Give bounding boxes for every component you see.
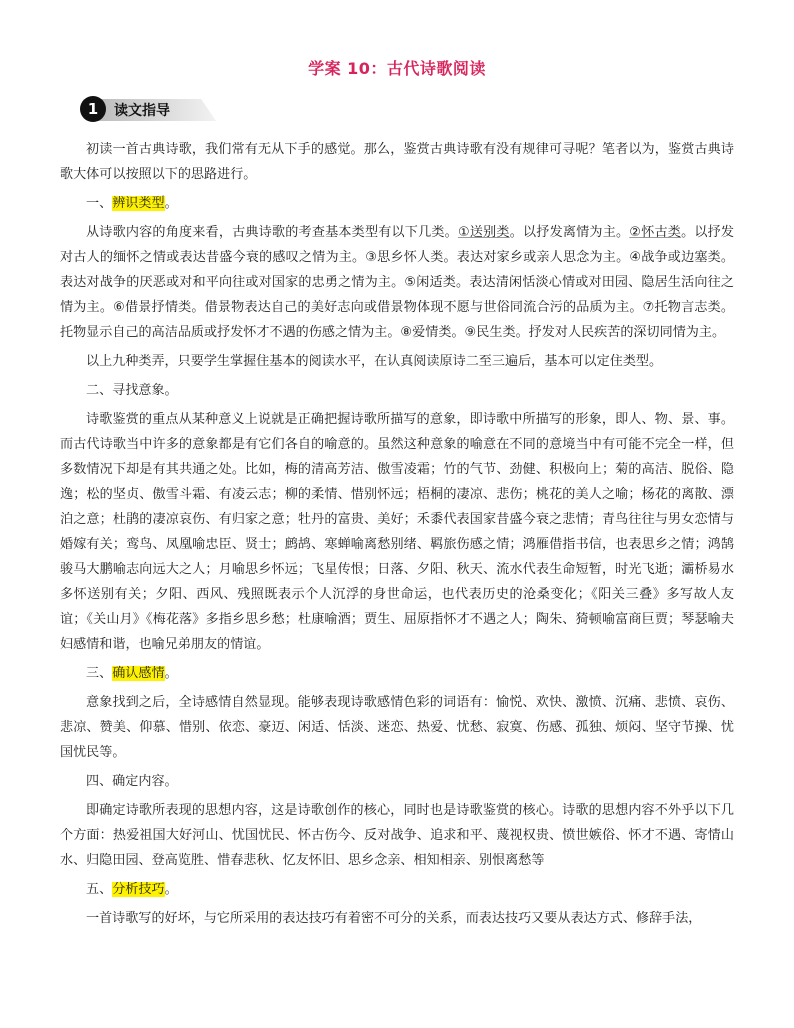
section-number: 1 xyxy=(80,96,106,122)
emotion-paragraph: 意象找到之后，全诗感情自然显现。能够表现诗歌感情色彩的词语有：愉悦、欢快、激愤、沉痛、悲愤、哀伤、悲凉、赞美、仰慕、惜别、依恋、豪迈、闲适、恬淡、迷恋、热爱、忧愁、寂寞、伤感、孤独、烦闷、坚守节操、忧国忧民等。 xyxy=(60,695,734,760)
highlight-text: 辨识类型 xyxy=(112,196,165,211)
heading-prefix: 一、 xyxy=(86,196,113,211)
heading-identify-type xyxy=(60,191,734,216)
technique-paragraph: 一首诗歌写的好坏，与它所采用的表达技巧有着密不可分的关系，而表达技巧又要从表达方式、修辞手法， xyxy=(86,911,702,926)
type-farewell: ①送别类 xyxy=(457,225,510,240)
heading-suffix: 。 xyxy=(164,882,178,897)
highlight-text: 确认感情 xyxy=(112,666,165,681)
highlight-text: 分析技巧 xyxy=(112,882,165,897)
heading-find-imagery: 二、寻找意象。 xyxy=(86,383,178,398)
content-paragraph: 即确定诗歌所表现的思想内容，这是诗歌创作的核心，同时也是诗歌鉴赏的核心。诗歌的思想内容不外乎以下几个方面：热爱祖国大好河山、忧国忧民、怀古伤今、反对战争、追求和平、蔑视权贵、愤世嫉俗、怀才不遇、寄情山水、归隐田园、登高览胜、惜春悲秋、忆友怀旧、思乡念亲、相知相亲、别恨离愁等 xyxy=(60,803,734,868)
type-nostalgia: ②怀古类 xyxy=(629,225,682,240)
heading-prefix: 三、 xyxy=(86,666,113,681)
heading-suffix: 。 xyxy=(164,666,178,681)
heading-analyze-technique xyxy=(60,877,734,902)
types-summary-paragraph: 以上九种类弄，只要学生掌握住基本的阅读水平，在认真阅读原诗二至三遍后，基本可以定住类型。 xyxy=(86,354,663,369)
article-body xyxy=(60,133,734,931)
heading-prefix: 五、 xyxy=(86,882,113,897)
heading-suffix: 。 xyxy=(164,196,178,211)
section-banner xyxy=(80,96,216,124)
heading-confirm-emotion xyxy=(60,661,734,686)
page-title: 学案 10：古代诗歌阅读 xyxy=(308,59,486,78)
types-farewell-desc: 。以抒发离情为主。 xyxy=(509,225,630,240)
heading-determine-content: 四、确定内容。 xyxy=(86,774,178,789)
intro-paragraph: 初读一首古典诗歌，我们常有无从下手的感觉。那么，鉴赏古典诗歌有没有规律可寻呢？笔者以为，鉴赏古典诗歌大体可以按照以下的思路进行。 xyxy=(60,142,734,182)
types-paragraph xyxy=(60,220,734,345)
types-lead: 从诗歌内容的角度来看，古典诗歌的考查基本类型有以下几类。 xyxy=(86,225,458,240)
section-label: 读文指导 xyxy=(114,103,170,119)
types-rest: 。以抒发对古人的缅怀之情或表达昔盛今衰的感叹之情为主。③思乡怀人类。表达对家乡或亲人思念为主。④战争或边塞类。表达对战争的厌恶或对和平向往或对国家的忠勇之情为主。⑤闲适类。表达清闲恬淡心情或对田园、隐居生活向往之情为主。⑥借景抒情类。借景物表达自己的美好志向或借景物体现不愿与世俗同流合污的品质为主。⑦托物言志类。托物显示自己的高洁品质或抒发怀才不遇的伤感之情为主。⑧爱情类。⑨民生类。抒发对人民疾苦的深切同情为主。 xyxy=(60,225,735,340)
imagery-paragraph: 诗歌鉴赏的重点从某种意义上说就是正确把握诗歌所描写的意象，即诗歌中所描写的形象，即人、物、景、事。而古代诗歌当中许多的意象都是有它们各自的喻意的。虽然这种意象的喻意在不同的意境当中有可能不完全一样，但多数情况下却是有其共通之处。比如，梅的清高芳洁、傲雪凌霜；竹的气节、劲健、积极向上；菊的高洁、脱俗、隐逸；松的坚贞、傲雪斗霜、有凌云志；柳的柔情、惜别怀远；梧桐的凄凉、悲伤；桃花的美人之喻；杨花的离散、漂泊之意；杜鹃的凄凉哀伤、有归家之意；牡丹的富贵、美好；禾黍代表国家昔盛今衰之悲情；青鸟往往与男女恋情与婚嫁有关；鸾鸟、凤凰喻忠臣、贤士；鹧鸪、寒蝉喻离愁别绪、羁旅伤感之情；鸿雁借指书信，也表思乡之情；鸿鹄骏马大鹏喻志向远大之人；月喻思乡怀远；飞星传恨；日落、夕阳、秋天、流水代表生命短暂，时光飞逝；灞桥易水多怀送别有关；夕阳、西风、残照既表示个人沉浮的身世命运，也代表历史的沧桑变化；《阳关三叠》多写故人友谊；《关山月》《梅花落》多指乡思乡愁；杜康喻酒；贾生、屈原指怀才不遇之人；陶朱、猗顿喻富商巨贾；琴瑟喻夫妇感情和谐，也喻兄弟朋友的情谊。 xyxy=(60,412,734,652)
